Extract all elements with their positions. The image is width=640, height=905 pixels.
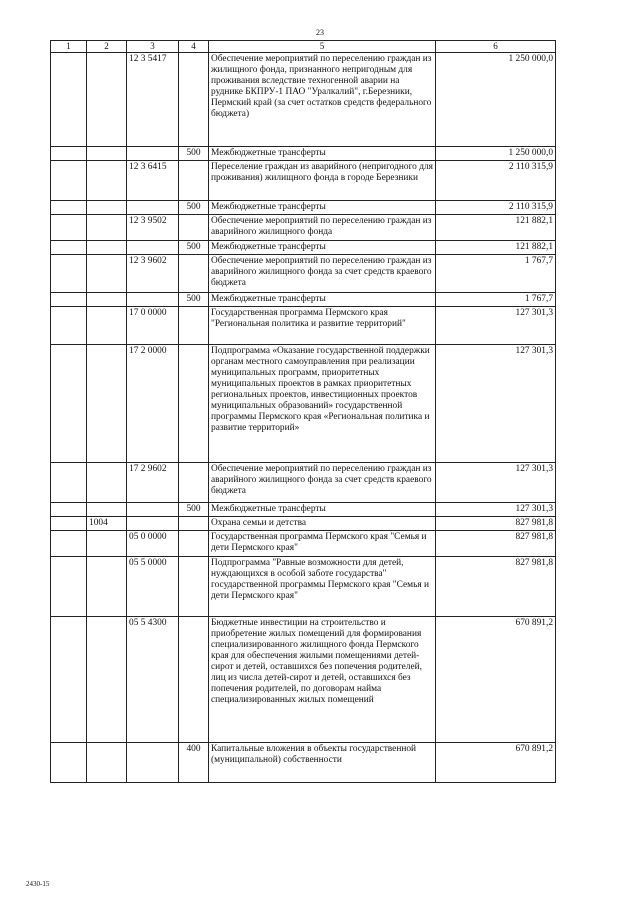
cell-csr: 12 3 6415: [127, 161, 179, 201]
cell-csr: [127, 503, 179, 517]
cell-amount: 670 891,2: [436, 617, 556, 743]
cell-name: Обеспечение мероприятий по переселению граждан из аварийного жилищного фонда за счет средств краевого бюджета: [209, 463, 436, 503]
cell-amount: 121 882,1: [436, 241, 556, 255]
cell-podrazdel: [87, 147, 127, 161]
cell-vr: [179, 53, 209, 147]
table-row: [51, 345, 556, 463]
cell-podrazdel: [87, 557, 127, 617]
cell-name: Капитальные вложения в объекты государственной (муниципальной) собственности: [209, 743, 436, 783]
cell-name: Охрана семьи и детства: [209, 517, 436, 531]
cell-vr: [179, 557, 209, 617]
cell-podrazdel: [87, 345, 127, 463]
cell-csr: 05 0 0000: [127, 531, 179, 557]
cell-razdel: [51, 307, 87, 345]
cell-amount: 827 981,8: [436, 531, 556, 557]
cell-podrazdel: [87, 161, 127, 201]
table-row: [51, 503, 556, 517]
cell-razdel: [51, 617, 87, 743]
cell-razdel: [51, 557, 87, 617]
cell-razdel: [51, 517, 87, 531]
table-row: [51, 517, 556, 531]
cell-podrazdel: [87, 241, 127, 255]
cell-csr: [127, 743, 179, 783]
cell-amount: 1 250 000,0: [436, 147, 556, 161]
table-row: [51, 531, 556, 557]
cell-razdel: [51, 743, 87, 783]
table-row: [51, 557, 556, 617]
cell-amount: 2 110 315,9: [436, 201, 556, 215]
cell-name: Обеспечение мероприятий по переселению граждан из аварийного жилищного фонда: [209, 215, 436, 241]
cell-vr: [179, 617, 209, 743]
cell-name: Подпрограмма "Равные возможности для детей, нуждающихся в особой заботе государства" государственной программы Пермского края "Семья и дети Пермского края": [209, 557, 436, 617]
table-header-row: [51, 41, 556, 53]
cell-name: Государственная программа Пермского края "Семья и дети Пермского края": [209, 531, 436, 557]
cell-podrazdel: [87, 255, 127, 293]
page-number: 23: [316, 28, 324, 37]
table-row: [51, 53, 556, 147]
cell-vr: [179, 345, 209, 463]
table-row: [51, 255, 556, 293]
cell-vr: 500: [179, 503, 209, 517]
cell-razdel: [51, 345, 87, 463]
cell-podrazdel: [87, 201, 127, 215]
cell-razdel: [51, 241, 87, 255]
column-header: 4: [179, 41, 209, 53]
cell-podrazdel: 1004: [87, 517, 127, 531]
cell-razdel: [51, 531, 87, 557]
table-row: [51, 617, 556, 743]
table-row: [51, 201, 556, 215]
cell-csr: 05 5 4300: [127, 617, 179, 743]
cell-podrazdel: [87, 307, 127, 345]
cell-amount: 1 767,7: [436, 255, 556, 293]
cell-vr: 500: [179, 201, 209, 215]
cell-podrazdel: [87, 53, 127, 147]
cell-vr: [179, 161, 209, 201]
cell-podrazdel: [87, 215, 127, 241]
cell-vr: [179, 307, 209, 345]
cell-vr: [179, 531, 209, 557]
cell-amount: 1 250 000,0: [436, 53, 556, 147]
cell-amount: 127 301,3: [436, 463, 556, 503]
cell-vr: [179, 215, 209, 241]
cell-razdel: [51, 53, 87, 147]
cell-razdel: [51, 215, 87, 241]
cell-name: Обеспечение мероприятий по переселению граждан из жилищного фонда, признанного непригодным для проживания вследствие техногенной аварии на руднике БКПРУ-1 ПАО "Уралкалий", г.Березники, Пермский край (за счет остатков средств федерального бюджета): [209, 53, 436, 147]
column-header: 5: [209, 41, 436, 53]
cell-vr: 400: [179, 743, 209, 783]
cell-vr: 500: [179, 147, 209, 161]
cell-amount: 1 767,7: [436, 293, 556, 307]
cell-vr: 500: [179, 241, 209, 255]
cell-vr: [179, 517, 209, 531]
cell-csr: [127, 293, 179, 307]
cell-podrazdel: [87, 531, 127, 557]
cell-razdel: [51, 463, 87, 503]
cell-razdel: [51, 161, 87, 201]
cell-csr: 12 3 9602: [127, 255, 179, 293]
cell-razdel: [51, 255, 87, 293]
cell-amount: 127 301,3: [436, 503, 556, 517]
table-row: [51, 241, 556, 255]
cell-amount: 827 981,8: [436, 517, 556, 531]
cell-amount: 127 301,3: [436, 307, 556, 345]
cell-vr: [179, 255, 209, 293]
table-row: [51, 743, 556, 783]
cell-podrazdel: [87, 463, 127, 503]
table-row: [51, 161, 556, 201]
cell-name: Межбюджетные трансферты: [209, 201, 436, 215]
table-row: [51, 147, 556, 161]
cell-csr: [127, 201, 179, 215]
cell-name: Межбюджетные трансферты: [209, 503, 436, 517]
cell-razdel: [51, 293, 87, 307]
cell-name: Межбюджетные трансферты: [209, 293, 436, 307]
cell-razdel: [51, 503, 87, 517]
cell-razdel: [51, 147, 87, 161]
cell-podrazdel: [87, 503, 127, 517]
cell-csr: [127, 241, 179, 255]
cell-csr: [127, 517, 179, 531]
table-row: [51, 463, 556, 503]
cell-name: Обеспечение мероприятий по переселению граждан из аварийного жилищного фонда за счет средств краевого бюджета: [209, 255, 436, 293]
cell-razdel: [51, 201, 87, 215]
document-code: 2430-15: [26, 880, 50, 888]
cell-csr: 17 2 0000: [127, 345, 179, 463]
cell-csr: 17 0 0000: [127, 307, 179, 345]
cell-name: Бюджетные инвестиции на строительство и приобретение жилых помещений для формирования специализированного жилищного фонда Пермского края для обеспечения жилыми помещениями детей-сирот и детей, оставшихся без попечения родителей, лиц из числа детей-сирот и детей, оставшихся без попечения родителей, по договорам найма специализированных жилых помещений: [209, 617, 436, 743]
column-header: 6: [436, 41, 556, 53]
column-header: 2: [87, 41, 127, 53]
cell-podrazdel: [87, 743, 127, 783]
cell-csr: 17 2 9602: [127, 463, 179, 503]
column-header: 1: [51, 41, 87, 53]
table-row: [51, 307, 556, 345]
cell-name: Подпрограмма «Оказание государственной поддержки органам местного самоуправления при реализации муниципальных программ, приоритетных муниципальных проектов в рамках приоритетных региональных проектов, инвестиционных проектов муниципальных образований» государственной программы Пермского края «Региональная политика и развитие территорий»: [209, 345, 436, 463]
cell-podrazdel: [87, 617, 127, 743]
cell-podrazdel: [87, 293, 127, 307]
table-row: [51, 215, 556, 241]
cell-name: Межбюджетные трансферты: [209, 241, 436, 255]
cell-amount: 827 981,8: [436, 557, 556, 617]
cell-amount: 127 301,3: [436, 345, 556, 463]
cell-amount: 121 882,1: [436, 215, 556, 241]
budget-table: [50, 40, 556, 783]
cell-name: Государственная программа Пермского края "Региональная политика и развитие территорий": [209, 307, 436, 345]
cell-csr: 12 3 9502: [127, 215, 179, 241]
cell-name: Межбюджетные трансферты: [209, 147, 436, 161]
cell-vr: [179, 463, 209, 503]
cell-vr: 500: [179, 293, 209, 307]
column-header: 3: [127, 41, 179, 53]
cell-amount: 670 891,2: [436, 743, 556, 783]
cell-csr: [127, 147, 179, 161]
cell-csr: 12 3 5417: [127, 53, 179, 147]
cell-csr: 05 5 0000: [127, 557, 179, 617]
cell-amount: 2 110 315,9: [436, 161, 556, 201]
cell-name: Переселение граждан из аварийного (непригодного для проживания) жилищного фонда в городе Березники: [209, 161, 436, 201]
table-row: [51, 293, 556, 307]
